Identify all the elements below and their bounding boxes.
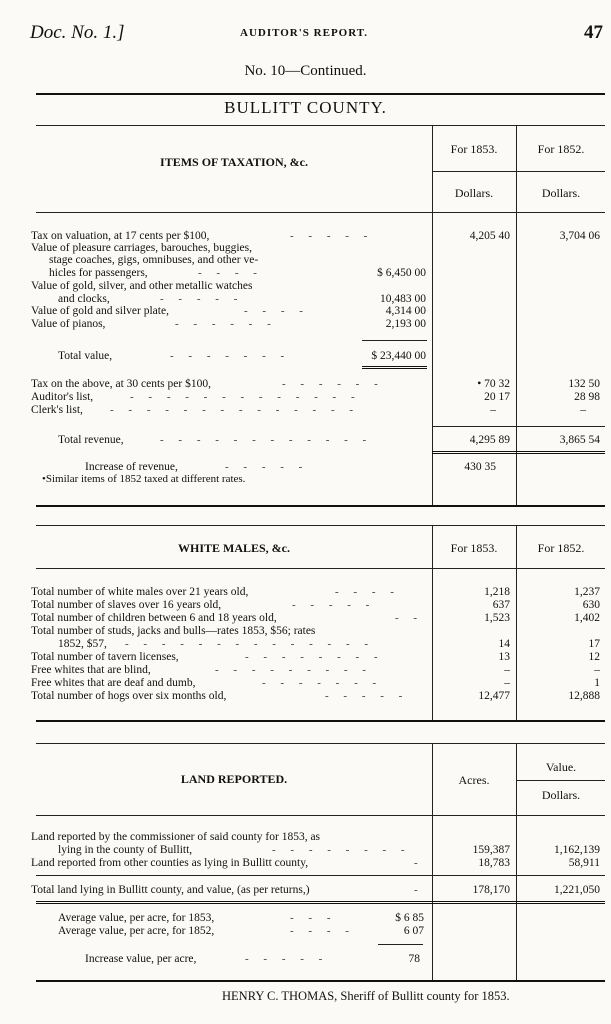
table-cell: 28 98: [574, 391, 600, 403]
table-row-label: Total number of children between 6 and 18 years old,: [31, 612, 277, 624]
table-cell: 132 50: [568, 378, 600, 390]
page-number: 47: [584, 22, 603, 43]
table-row-label: Value of gold, silver, and other metallic watches: [31, 280, 253, 292]
leader-dots: - - - - -: [160, 293, 244, 305]
table-cell: 1,162,139: [554, 844, 600, 856]
leader-dots: - - - - - - -: [262, 677, 383, 689]
leader-dots: - -: [395, 612, 424, 624]
table-cell: 1,523: [484, 612, 510, 624]
col-value-unit: Dollars.: [541, 788, 581, 802]
leader-dots: - - - -: [290, 925, 355, 937]
col-1853-header: For 1853.: [450, 541, 498, 555]
avg-value: 78: [408, 953, 420, 965]
col-value-header: Value.: [545, 760, 577, 774]
leader-dots: - - - - -: [245, 953, 329, 965]
table-cell: 637: [492, 599, 510, 611]
table-row-label: Total number of hogs over six months old,: [31, 690, 227, 702]
sum-rule: [432, 426, 605, 427]
signature: HENRY C. THOMAS, Sheriff of Bullitt county for 1853.: [222, 989, 510, 1003]
leader-dots: - - - - -: [292, 599, 376, 611]
table-row-label: stage coaches, gigs, omnibuses, and other ve-: [49, 254, 259, 266]
table-row-label: Value of gold and silver plate,: [31, 305, 169, 317]
table-row-label: Clerk's list,: [31, 404, 83, 416]
table-row-label: Tax on valuation, at 17 cents per $100,: [31, 230, 210, 242]
leader-dots: - - - - - - - - - - - - - -: [125, 638, 375, 650]
col-1852-header: For 1852.: [537, 541, 585, 555]
divider: [432, 171, 605, 172]
footnote: •Similar items of 1852 taxed at different rates.: [42, 473, 246, 485]
table-row-label: Value of pleasure carriages, barouches, buggies,: [31, 242, 252, 254]
divider: [36, 505, 605, 507]
leader-dots: - - - - -: [225, 461, 309, 473]
table-row-label: Total number of studs, jacks and bulls—rates 1853, $56; rates: [31, 625, 316, 637]
table-subtitle: No. 10—Continued.: [244, 63, 367, 79]
table-row-label: lying in the county of Bullitt,: [58, 844, 193, 856]
table-cell: –: [504, 664, 510, 676]
table-cell: 3,704 06: [559, 230, 600, 242]
table-cell: 178,170: [472, 884, 510, 896]
table-cell: • 70 32: [477, 378, 510, 390]
sum-rule: [362, 366, 427, 369]
table-cell: 4,295 89: [469, 434, 510, 446]
sum-rule: [362, 340, 427, 341]
table-row-label: Total revenue,: [58, 434, 124, 446]
column-rule: [516, 125, 517, 505]
table-cell: 630: [582, 599, 600, 611]
column-rule: [432, 125, 433, 505]
divider: [36, 125, 605, 126]
table-row-label: Free whites that are blind,: [31, 664, 151, 676]
sum-rule: [378, 944, 423, 945]
leader-dots: - - - - - - - - - - - -: [160, 434, 373, 446]
leader-dots: - - - - - - - - -: [215, 664, 372, 676]
table-cell: 17: [588, 638, 600, 650]
table-cell: 10,483 00: [380, 293, 426, 305]
avg-row-label: Average value, per acre, for 1852,: [58, 925, 215, 937]
avg-value: 6 07: [403, 925, 424, 937]
leader-dots: - - - - - - - - - - - - -: [130, 391, 361, 403]
table-cell: 159,387: [472, 844, 510, 856]
taxation-heading: ITEMS OF TAXATION, &c.: [160, 155, 308, 169]
leader-dots: - - - -: [244, 305, 309, 317]
males-heading: WHITE MALES, &c.: [177, 541, 290, 555]
divider: [36, 815, 605, 816]
table-cell: 1,402: [574, 612, 600, 624]
table-row-label: hicles for passengers,: [49, 267, 148, 279]
sum-rule: [36, 901, 605, 904]
land-heading: LAND REPORTED.: [180, 772, 288, 786]
table-row-label: Total land lying in Bullitt county, and value, (as per returns,): [31, 884, 310, 896]
divider: [36, 525, 605, 526]
avg-row-label: Average value, per acre, for 1853,: [58, 912, 215, 924]
avg-row-label: Increase value, per acre,: [85, 953, 197, 965]
table-cell: $ 23,440 00: [371, 350, 426, 362]
leader-dots: - - - - - - - -: [245, 651, 384, 663]
table-cell: 20 17: [484, 391, 510, 403]
leader-dots: - - - - - -: [175, 318, 277, 330]
table-cell: 4,314 00: [385, 305, 426, 317]
divider: [36, 212, 605, 213]
table-cell: –: [490, 404, 496, 416]
table-cell: 1: [594, 677, 600, 689]
table-row-label: Free whites that are deaf and dumb,: [31, 677, 196, 689]
table-row-label: Total value,: [58, 350, 113, 362]
table-cell: 58,911: [568, 857, 600, 869]
leader-dots: - - - - - - - -: [272, 844, 411, 856]
table-row-label: Value of pianos,: [31, 318, 106, 330]
col-1852-unit: Dollars.: [541, 186, 581, 200]
leader-dots: - - - - -: [290, 230, 374, 242]
table-cell: –: [580, 404, 586, 416]
divider: [36, 568, 605, 569]
sum-rule: [432, 451, 605, 454]
table-row-label: Total number of tavern licenses,: [31, 651, 179, 663]
table-cell: 18,783: [478, 857, 510, 869]
col-acres-header: Acres.: [458, 773, 490, 787]
doc-reference: Doc. No. 1.]: [30, 22, 125, 43]
table-cell: 1,237: [574, 586, 600, 598]
table-row-label: and clocks,: [58, 293, 110, 305]
divider: [36, 720, 605, 722]
leader-dots: - - - - -: [325, 690, 409, 702]
table-cell: 3,865 54: [559, 434, 600, 446]
leader-dots: - - - -: [198, 267, 263, 279]
table-cell: 1,221,050: [554, 884, 600, 896]
table-row-label: Tax on the above, at 30 cents per $100,: [31, 378, 211, 390]
divider: [36, 743, 605, 744]
table-cell: –: [594, 664, 600, 676]
divider: [516, 780, 605, 781]
table-cell: 1,218: [484, 586, 510, 598]
table-cell: 14: [498, 638, 510, 650]
table-row-label: Total number of white males over 21 years old,: [31, 586, 249, 598]
leader-dots: -: [414, 857, 424, 869]
table-cell: 12,477: [478, 690, 510, 702]
table-row-label: 1852, $57,: [58, 638, 107, 650]
table-cell: –: [504, 677, 510, 689]
sum-rule: [36, 875, 605, 876]
leader-dots: - - - - - - -: [170, 350, 291, 362]
table-cell: 12: [588, 651, 600, 663]
report-title: AUDITOR'S REPORT.: [240, 27, 369, 39]
leader-dots: -: [414, 884, 424, 896]
leader-dots: - - -: [290, 912, 337, 924]
leader-dots: - - - - - -: [282, 378, 384, 390]
col-1853-unit: Dollars.: [454, 186, 494, 200]
page-header: [30, 22, 603, 48]
table-row-label: Land reported by the commissioner of said county for 1853, as: [31, 831, 321, 843]
county-title: BULLITT COUNTY.: [224, 98, 387, 117]
table-cell: 12,888: [568, 690, 600, 702]
avg-value: $ 6 85: [395, 912, 424, 924]
table-row-label: Total number of slaves over 16 years old,: [31, 599, 222, 611]
table-cell: 4,205 40: [469, 230, 510, 242]
leader-dots: - - - -: [335, 586, 400, 598]
column-rule: [516, 743, 517, 980]
table-row-label: Land reported from other counties as lying in Bullitt county,: [31, 857, 309, 869]
table-row-label: Auditor's list,: [31, 391, 94, 403]
divider: [36, 93, 605, 95]
table-cell: 430 35: [464, 461, 496, 473]
table-cell: $ 6,450 00: [377, 267, 426, 279]
col-1852-header: For 1852.: [537, 142, 585, 156]
table-cell: 13: [498, 651, 510, 663]
table-cell: 2,193 00: [385, 318, 426, 330]
divider: [36, 980, 605, 982]
col-1853-header: For 1853.: [450, 142, 498, 156]
table-row-label: Increase of revenue,: [85, 461, 178, 473]
leader-dots: - - - - - - - - - - - - - -: [110, 404, 360, 416]
